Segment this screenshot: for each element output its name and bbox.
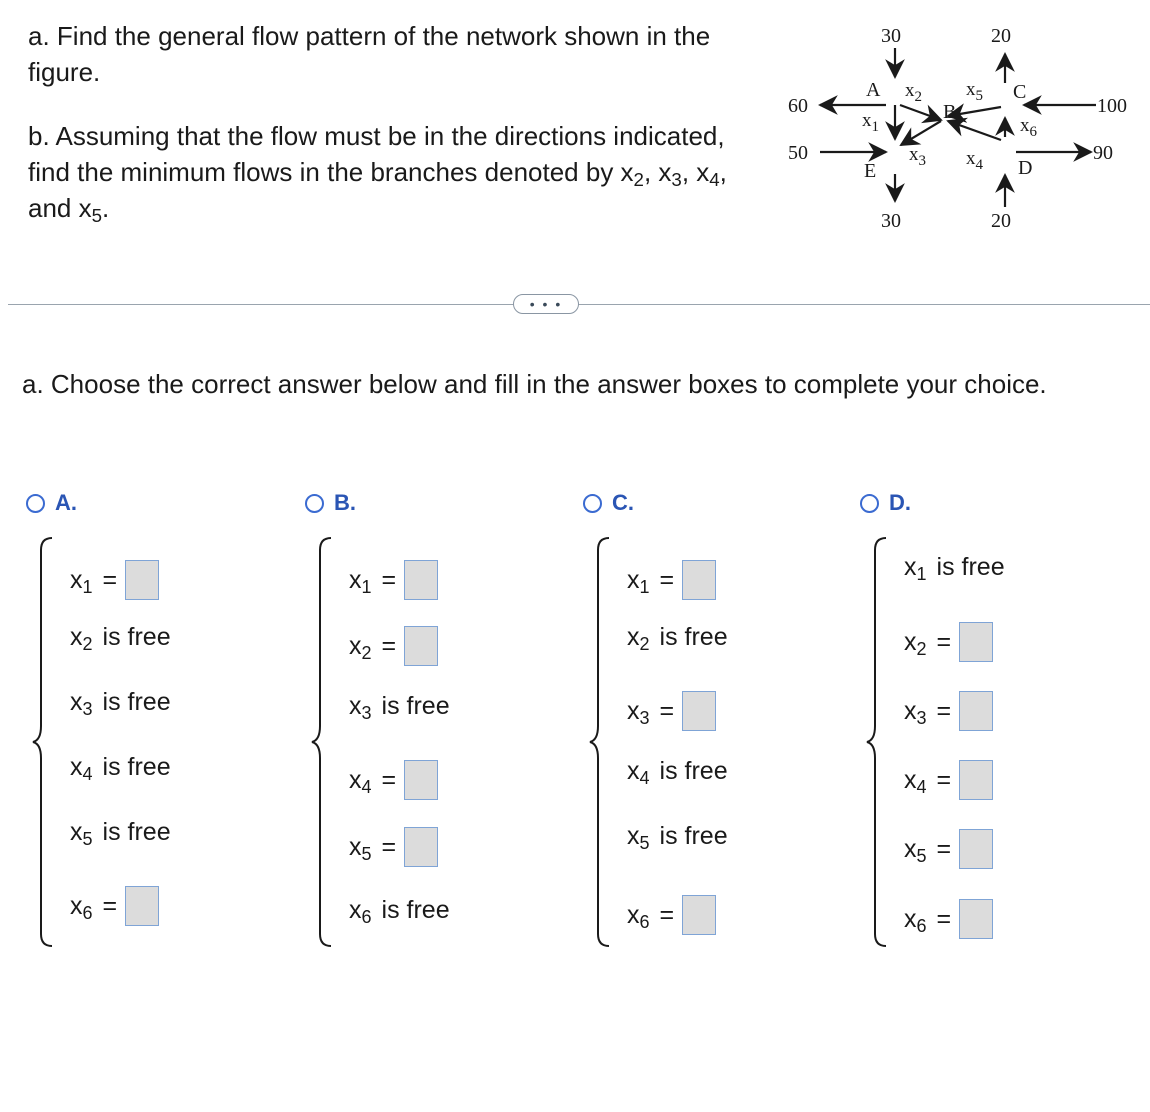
choice-a-radio-row[interactable] bbox=[26, 490, 77, 516]
edge-label-x4: $x_4$ bbox=[966, 148, 983, 173]
equation-x5 bbox=[70, 817, 171, 850]
variable-label: $x_1$ bbox=[627, 566, 650, 598]
flow-c-top: 20 bbox=[991, 25, 1011, 47]
equals-sign: = bbox=[936, 697, 952, 725]
variable-label: $x_5$ bbox=[904, 835, 927, 867]
expand-more-button[interactable]: • • • bbox=[513, 294, 579, 314]
is-free-label: is free bbox=[102, 818, 171, 846]
flow-left-in: 50 bbox=[788, 142, 808, 164]
choice-a bbox=[26, 490, 286, 950]
is-free-label: is free bbox=[936, 553, 1005, 581]
node-e: E bbox=[864, 160, 877, 182]
choice-b bbox=[305, 490, 565, 950]
choice-b-radio-row[interactable] bbox=[305, 490, 356, 516]
variable-label: $x_2$ bbox=[70, 623, 93, 655]
variable-label: $x_1$ bbox=[349, 566, 372, 598]
answer-box-x6[interactable] bbox=[959, 899, 993, 939]
variable-label: $x_4$ bbox=[904, 766, 927, 798]
variable-label: $x_5$ bbox=[349, 833, 372, 865]
edge-x2 bbox=[900, 105, 941, 120]
equals-sign: = bbox=[102, 566, 118, 594]
edge-x4 bbox=[948, 121, 1001, 140]
left-brace-icon bbox=[587, 536, 611, 948]
equation-x6 bbox=[627, 895, 716, 935]
variable-label: $x_3$ bbox=[904, 697, 927, 729]
variable-label: $x_2$ bbox=[904, 628, 927, 660]
variable-label: $x_1$ bbox=[904, 553, 927, 585]
answer-box-x1[interactable] bbox=[125, 560, 159, 600]
radio-button[interactable] bbox=[305, 494, 324, 513]
is-free-label: is free bbox=[102, 753, 171, 781]
variable-label: $x_6$ bbox=[627, 901, 650, 933]
variable-label: $x_3$ bbox=[70, 688, 93, 720]
answer-box-x3[interactable] bbox=[682, 691, 716, 731]
equation-x2 bbox=[349, 626, 438, 666]
is-free-label: is free bbox=[102, 623, 171, 651]
edge-label-x3: $x_3$ bbox=[909, 144, 926, 169]
node-b: B bbox=[943, 101, 957, 123]
equation-x6 bbox=[70, 886, 159, 926]
answer-box-x5[interactable] bbox=[959, 829, 993, 869]
answer-box-x6[interactable] bbox=[125, 886, 159, 926]
edge-label-x1: $x_1$ bbox=[862, 110, 879, 135]
variable-label: $x_4$ bbox=[627, 757, 650, 789]
equals-sign: = bbox=[659, 901, 675, 929]
answer-box-x3[interactable] bbox=[959, 691, 993, 731]
equation-x3 bbox=[70, 687, 171, 720]
equals-sign: = bbox=[936, 628, 952, 656]
is-free-label: is free bbox=[659, 757, 728, 785]
radio-button[interactable] bbox=[26, 494, 45, 513]
node-a: A bbox=[866, 79, 881, 101]
part-b-text: b. Assuming that the flow must be in the directions indicated, find the minimum flows in the branches denoted by $x_2$, $x_3$, $x_4$, and $x_5$. bbox=[28, 121, 727, 227]
answer-box-x1[interactable] bbox=[404, 560, 438, 600]
equation-x1 bbox=[70, 560, 159, 600]
answer-box-x2[interactable] bbox=[404, 626, 438, 666]
radio-button[interactable] bbox=[860, 494, 879, 513]
answer-box-x1[interactable] bbox=[682, 560, 716, 600]
problem-statement bbox=[28, 18, 758, 226]
equals-sign: = bbox=[659, 697, 675, 725]
instruction-text: a. Choose the correct answer below and fill in the answer boxes to complete your choice. bbox=[22, 369, 1047, 399]
choice-d bbox=[860, 490, 1120, 950]
is-free-label: is free bbox=[102, 688, 171, 716]
variable-label: $x_6$ bbox=[349, 896, 372, 928]
answer-box-x5[interactable] bbox=[404, 827, 438, 867]
choice-letter: C. bbox=[612, 490, 634, 515]
variable-label: $x_6$ bbox=[70, 892, 93, 924]
equation-x3 bbox=[349, 691, 450, 724]
equals-sign: = bbox=[936, 766, 952, 794]
edge-x3 bbox=[901, 121, 941, 145]
edge-label-x6: $x_6$ bbox=[1020, 115, 1037, 140]
variable-label: $x_2$ bbox=[349, 632, 372, 664]
equation-x3 bbox=[904, 691, 993, 731]
equation-x2 bbox=[627, 622, 728, 655]
equals-sign: = bbox=[659, 566, 675, 594]
variable-label: $x_5$ bbox=[627, 822, 650, 854]
flow-a-top: 30 bbox=[881, 25, 901, 47]
left-brace-icon bbox=[864, 536, 888, 948]
equation-x4 bbox=[349, 760, 438, 800]
equation-x6 bbox=[904, 899, 993, 939]
left-brace-icon bbox=[30, 536, 54, 948]
is-free-label: is free bbox=[659, 822, 728, 850]
variable-label: $x_3$ bbox=[627, 697, 650, 729]
equation-x4 bbox=[904, 760, 993, 800]
equals-sign: = bbox=[381, 566, 397, 594]
flow-e-bottom: 30 bbox=[881, 210, 901, 232]
flow-right-out: 90 bbox=[1093, 142, 1113, 164]
is-free-label: is free bbox=[381, 692, 450, 720]
variable-label: $x_5$ bbox=[70, 818, 93, 850]
variable-label: $x_6$ bbox=[904, 905, 927, 937]
choice-d-radio-row[interactable] bbox=[860, 490, 911, 516]
equals-sign: = bbox=[381, 766, 397, 794]
choice-letter: B. bbox=[334, 490, 356, 515]
radio-button[interactable] bbox=[583, 494, 602, 513]
equals-sign: = bbox=[381, 632, 397, 660]
equals-sign: = bbox=[936, 835, 952, 863]
equation-x2 bbox=[70, 622, 171, 655]
equation-x1 bbox=[904, 552, 1005, 585]
is-free-label: is free bbox=[381, 896, 450, 924]
equation-x5 bbox=[627, 821, 728, 854]
flow-left-out: 60 bbox=[788, 95, 808, 117]
answer-box-x4[interactable] bbox=[959, 760, 993, 800]
answer-box-x6[interactable] bbox=[682, 895, 716, 935]
flow-d-bottom: 20 bbox=[991, 210, 1011, 232]
left-brace-icon bbox=[309, 536, 333, 948]
variable-label: $x_4$ bbox=[70, 753, 93, 785]
equation-x3 bbox=[627, 691, 716, 731]
equals-sign: = bbox=[936, 905, 952, 933]
equation-x4 bbox=[627, 756, 728, 789]
equation-x4 bbox=[70, 752, 171, 785]
variable-label: $x_3$ bbox=[349, 692, 372, 724]
is-free-label: is free bbox=[659, 623, 728, 651]
answer-box-x2[interactable] bbox=[959, 622, 993, 662]
answer-box-x4[interactable] bbox=[404, 760, 438, 800]
equation-x1 bbox=[627, 560, 716, 600]
edge-label-x5: $x_5$ bbox=[966, 79, 983, 104]
equation-x5 bbox=[904, 829, 993, 869]
variable-label: $x_2$ bbox=[627, 623, 650, 655]
node-d: D bbox=[1018, 157, 1033, 179]
equals-sign: = bbox=[381, 833, 397, 861]
node-c: C bbox=[1013, 81, 1027, 103]
choice-c bbox=[583, 490, 843, 950]
variable-label: $x_1$ bbox=[70, 566, 93, 598]
network-figure bbox=[778, 14, 1138, 239]
equation-x6 bbox=[349, 895, 450, 928]
flow-right-in: 100 bbox=[1097, 95, 1127, 117]
choice-letter: A. bbox=[55, 490, 77, 515]
edge-label-x2: $x_2$ bbox=[905, 80, 922, 105]
equals-sign: = bbox=[102, 892, 118, 920]
equation-x1 bbox=[349, 560, 438, 600]
section-divider bbox=[8, 304, 1150, 305]
equation-x2 bbox=[904, 622, 993, 662]
equation-x5 bbox=[349, 827, 438, 867]
part-a-text: a. Find the general flow pattern of the network shown in the figure. bbox=[28, 21, 711, 87]
choice-letter: D. bbox=[889, 490, 911, 515]
choice-c-radio-row[interactable] bbox=[583, 490, 634, 516]
variable-label: $x_4$ bbox=[349, 766, 372, 798]
